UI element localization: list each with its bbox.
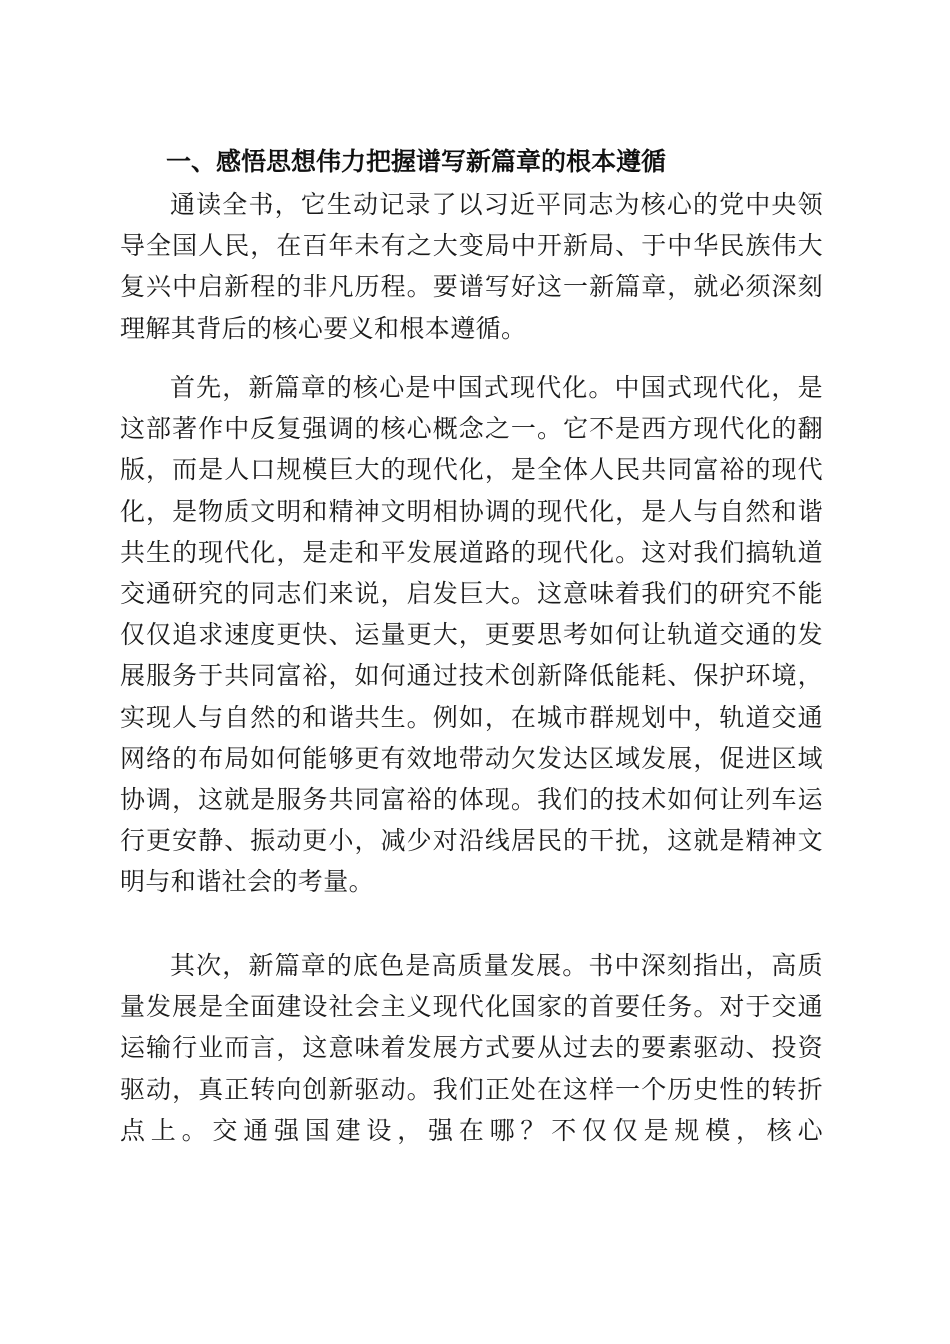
paragraph-2: [120, 367, 823, 902]
paragraph-line: 复兴中启新程的非凡历程。要谱写好这一新篇章，就必须深刻: [120, 272, 823, 302]
paragraph-line: 化，是物质文明和精神文明相协调的现代化，是人与自然和谐: [120, 496, 823, 526]
paragraph-line: 驱动，真正转向创新驱动。我们正处在这样一个历史性的转折: [120, 1074, 823, 1104]
paragraph-line: 明与和谐社会的考量。: [120, 867, 375, 897]
paragraph-line: 其次，新篇章的底色是高质量发展。书中深刻指出，高质: [170, 951, 823, 980]
paragraph-line: 行更安静、振动更小，减少对沿线居民的干扰，这就是精神文: [120, 826, 823, 856]
paragraph-line: 版，而是人口规模巨大的现代化，是全体人民共同富裕的现代: [120, 455, 823, 485]
paragraph-line: 通读全书，它生动记录了以习近平同志为核心的党中央领: [170, 190, 823, 219]
paragraph-line: 这部著作中反复强调的核心概念之一。它不是西方现代化的翻: [120, 414, 823, 444]
paragraph-1: [120, 184, 823, 349]
paragraph-line: 首先，新篇章的核心是中国式现代化。中国式现代化，是: [170, 373, 823, 402]
paragraph-line: 交通研究的同志们来说，启发巨大。这意味着我们的研究不能: [120, 578, 823, 608]
paragraph-line: 仅仅追求速度更快、运量更大，更要思考如何让轨道交通的发: [120, 620, 823, 650]
paragraph-line: 导全国人民，在百年未有之大变局中开新局、于中华民族伟大: [120, 231, 823, 261]
paragraph-line: 量发展是全面建设社会主义现代化国家的首要任务。对于交通: [120, 992, 823, 1022]
paragraph-line: 运输行业而言，这意味着发展方式要从过去的要素驱动、投资: [120, 1033, 823, 1063]
paragraph-3: [120, 945, 823, 1151]
paragraph-line: 协调，这就是服务共同富裕的体现。我们的技术如何让列车运: [120, 784, 823, 814]
paragraph-line: 共生的现代化，是走和平发展道路的现代化。这对我们搞轨道: [120, 537, 823, 567]
paragraph-line: 实现人与自然的和谐共生。例如，在城市群规划中，轨道交通: [120, 702, 823, 732]
paragraph-line: 网络的布局如何能够更有效地带动欠发达区域发展，促进区域: [120, 743, 823, 773]
paragraph-line: 理解其背后的核心要义和根本遵循。: [120, 313, 527, 343]
paragraph-line: 点上。交通强国建设，强在哪？不仅仅是规模，核心: [120, 1115, 823, 1145]
paragraph-line: 展服务于共同富裕，如何通过技术创新降低能耗、保护环境，: [120, 661, 823, 691]
section-heading: 一、感悟思想伟力把握谱写新篇章的根本遵循: [166, 147, 667, 176]
